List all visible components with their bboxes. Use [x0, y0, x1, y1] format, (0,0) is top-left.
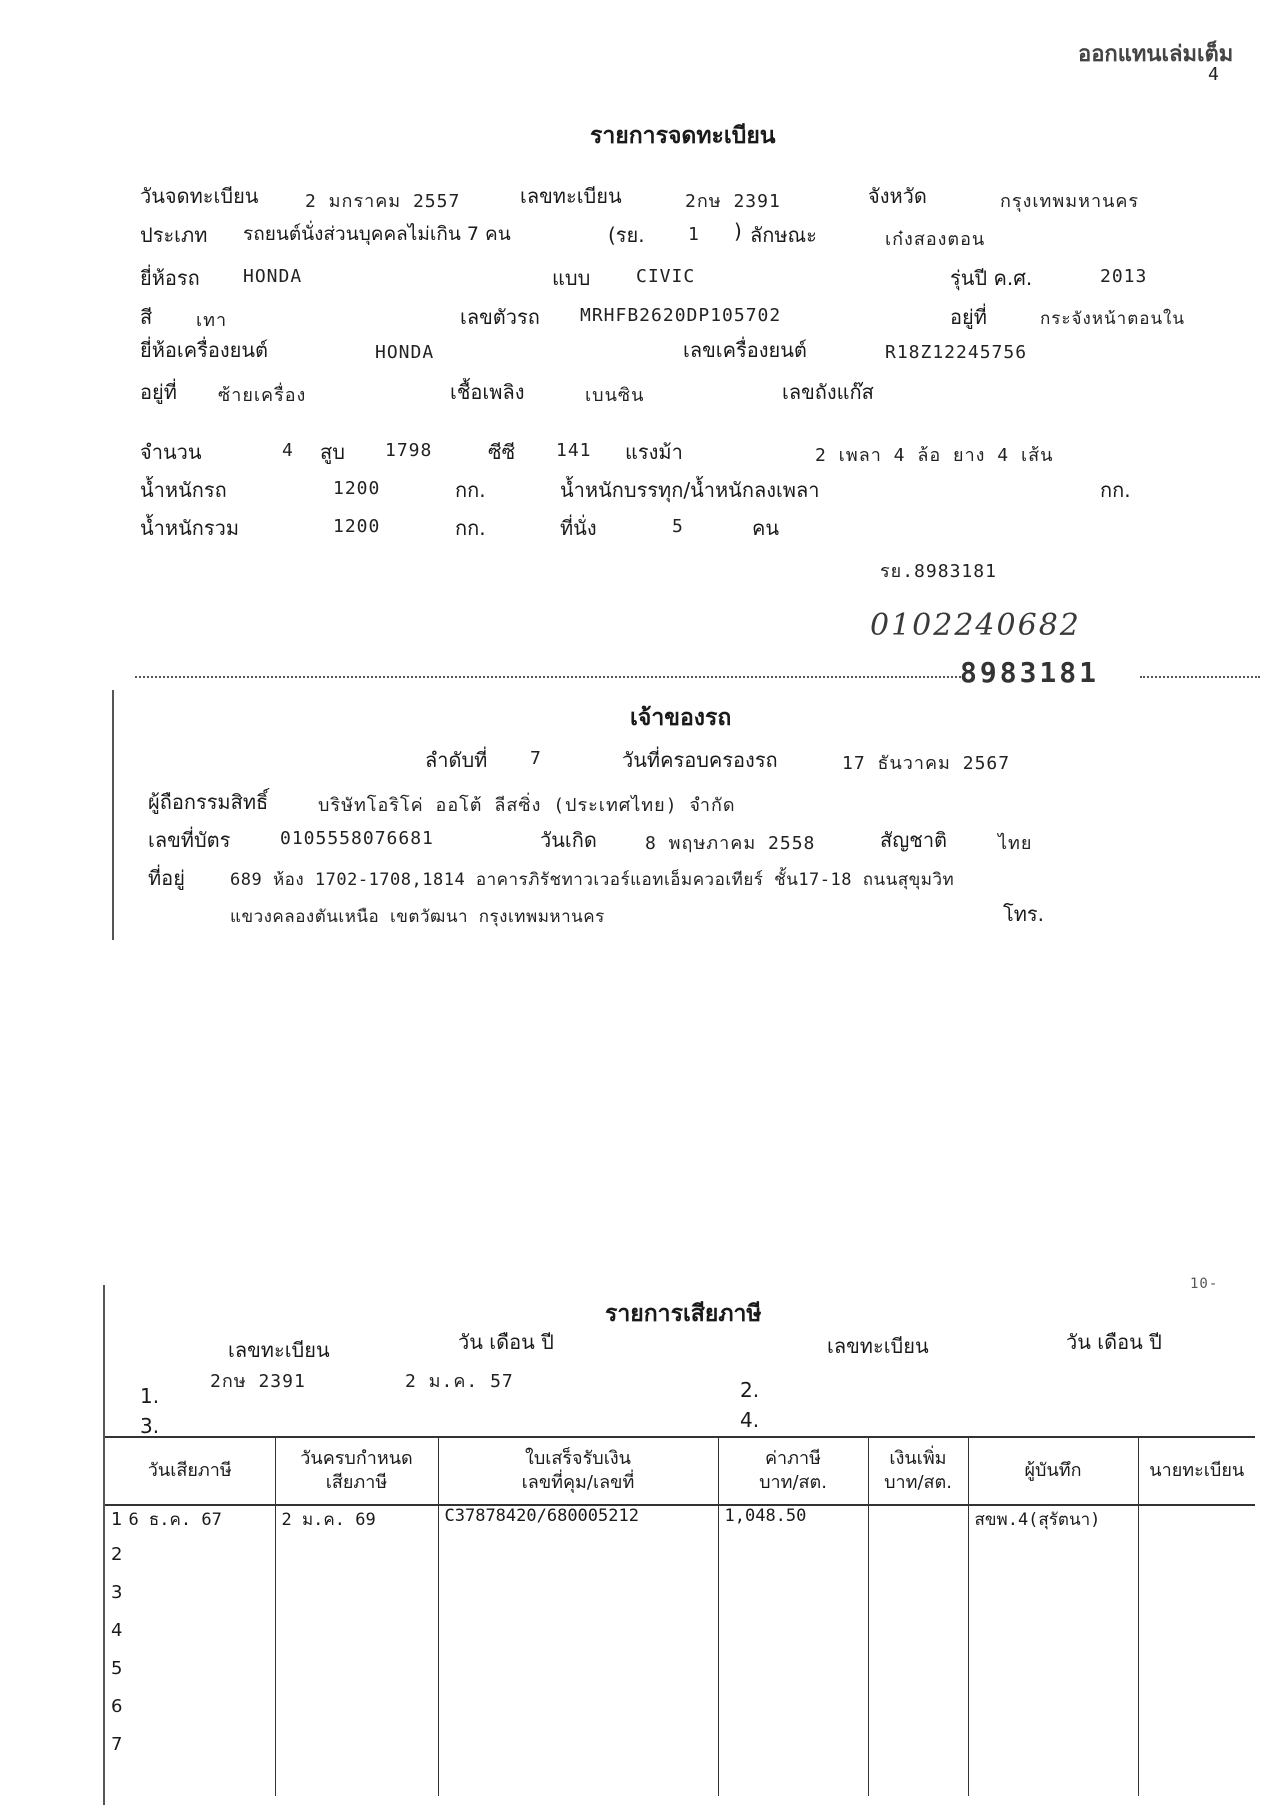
- type-code-open: (รย.: [608, 223, 645, 247]
- registrar-cell: [1138, 1582, 1255, 1620]
- tax-amount-cell: [718, 1658, 868, 1696]
- registrar-cell: [1138, 1734, 1255, 1796]
- due-date-cell: [275, 1658, 438, 1696]
- weight: 1200: [333, 478, 381, 499]
- registrar-cell: [1138, 1658, 1255, 1696]
- engine-number-label: เลขเครื่องยนต์: [683, 338, 807, 362]
- vehicle-style: เก๋งสองตอน: [885, 229, 986, 250]
- province: กรุงเทพมหานคร: [1000, 191, 1140, 212]
- tax-amount-cell: [718, 1734, 868, 1796]
- receipt-cell: [438, 1658, 718, 1696]
- possession-date: 17 ธันวาคม 2567: [842, 753, 1011, 774]
- stamp-number: 8983181: [960, 656, 1100, 689]
- seats-label: ที่นั่ง: [560, 516, 597, 540]
- province-label: จังหวัด: [868, 184, 927, 208]
- cylinders-unit: สูบ: [320, 440, 345, 464]
- paid-date-cell: 3: [111, 1582, 123, 1603]
- phone-label: โทร.: [1003, 902, 1045, 926]
- table-row: [105, 1658, 1255, 1696]
- due-date-cell: [275, 1696, 438, 1734]
- color-label: สี: [140, 305, 153, 329]
- due-date-cell: [275, 1582, 438, 1620]
- surcharge-cell: [868, 1544, 968, 1582]
- engine-location-label: อยู่ที่: [140, 380, 177, 404]
- engine-brand-label: ยี่ห้อเครื่องยนต์: [140, 338, 269, 362]
- table-row: [105, 1734, 1255, 1796]
- recorder-cell: [968, 1582, 1138, 1620]
- axles-wheels: 2 เพลา 4 ล้อ ยาง 4 เส้น: [815, 445, 1054, 466]
- horsepower: 141: [556, 440, 592, 461]
- model: CIVIC: [636, 266, 696, 287]
- fuel: เบนซิน: [585, 385, 645, 406]
- gross-weight-label: น้ำหนักรวม: [140, 516, 240, 540]
- reg-date-label: วันจดทะเบียน: [140, 184, 259, 208]
- engine-location: ซ้ายเครื่อง: [218, 385, 307, 406]
- paid-date-cell: 2: [111, 1544, 123, 1565]
- recorder-cell: [968, 1544, 1138, 1582]
- displacement: 1798: [385, 440, 433, 461]
- surcharge-cell: [868, 1620, 968, 1658]
- due-date-cell: 2 ม.ค. 69: [275, 1505, 438, 1544]
- address-label: ที่อยู่: [148, 866, 185, 890]
- vin: MRHFB2620DP105702: [580, 305, 782, 326]
- id-number: 0105558076681: [280, 828, 434, 849]
- tax-amount-cell: 1,048.50: [718, 1505, 868, 1544]
- tax-payment-table: [105, 1436, 1255, 1796]
- tax-slot-1: 1.: [140, 1384, 160, 1408]
- vin-location: กระจังหน้าตอนใน: [1040, 309, 1185, 329]
- owner-seq: 7: [530, 748, 542, 769]
- tax-table-header: [105, 1437, 1255, 1505]
- engine-number: R18Z12245756: [885, 342, 1028, 363]
- type-code: 1: [688, 224, 700, 245]
- model-year: 2013: [1100, 266, 1148, 287]
- plate-number: 2กษ 2391: [685, 191, 781, 212]
- recorder-cell: [968, 1620, 1138, 1658]
- section-divider-right: [1140, 676, 1260, 678]
- address-line-1: 689 ห้อง 1702-1708,1814 อาคารภิรัชทาวเวอร์แอทเอ็มควอเทียร์ ชั้น17-18 ถนนสุขุมวิท: [230, 870, 955, 890]
- load-unit: กก.: [1100, 478, 1131, 502]
- surcharge-cell: [868, 1734, 968, 1796]
- col-surcharge: เงินเพิ่ม บาท/สต.: [868, 1437, 968, 1505]
- registrar-cell: [1138, 1696, 1255, 1734]
- receipt-cell: [438, 1734, 718, 1796]
- due-date-cell: [275, 1544, 438, 1582]
- tax-date-header-right: วัน เดือน ปี: [1066, 1330, 1162, 1354]
- receipt-cell: [438, 1696, 718, 1734]
- tax-amount-cell: [718, 1544, 868, 1582]
- col-recorder: ผู้บันทึก: [968, 1437, 1138, 1505]
- corner-note: ออกแทนเล่มเต็ม: [1078, 42, 1234, 67]
- type-label: ประเภท: [140, 223, 208, 247]
- receipt-cell: [438, 1582, 718, 1620]
- table-row: [105, 1544, 1255, 1582]
- paid-date-cell: 6: [111, 1696, 123, 1717]
- vin-label: เลขตัวรถ: [460, 305, 540, 329]
- table-row: [105, 1582, 1255, 1620]
- tax-amount-cell: [718, 1582, 868, 1620]
- vehicle-type: รถยนต์นั่งส่วนบุคคลไม่เกิน 7 คน: [243, 223, 511, 245]
- nationality: ไทย: [998, 833, 1033, 854]
- vin-location-label: อยู่ที่: [950, 305, 987, 329]
- registration-title: รายการจดทะเบียน: [590, 123, 776, 149]
- tax-slot-3: 3.: [140, 1414, 160, 1438]
- vehicle-color: เทา: [196, 310, 228, 331]
- style-label: ลักษณะ: [750, 223, 817, 247]
- receipt-cell: [438, 1620, 718, 1658]
- weight-unit: กก.: [455, 478, 486, 502]
- registration-ref-code: รย.8983181: [880, 561, 997, 582]
- holder-name: บริษัทโอริโค่ ออโต้ ลีสซิ่ง (ประเทศไทย) จำกัด: [318, 795, 736, 816]
- nationality-label: สัญชาติ: [880, 828, 948, 852]
- birth-date: 8 พฤษภาคม 2558: [645, 833, 816, 854]
- holder-label: ผู้ถือกรรมสิทธิ์: [148, 790, 269, 814]
- engine-brand: HONDA: [375, 342, 435, 363]
- cylinders-label: จำนวน: [140, 440, 202, 464]
- col-receipt: ใบเสร็จรับเงิน เลขที่คุม/เลขที่: [438, 1437, 718, 1505]
- table-row: [105, 1505, 1255, 1544]
- model-label: แบบ: [552, 266, 591, 290]
- load-label: น้ำหนักบรรทุก/น้ำหนักลงเพลา: [560, 478, 820, 502]
- col-due-date: วันครบกำหนด เสียภาษี: [275, 1437, 438, 1505]
- surcharge-cell: [868, 1582, 968, 1620]
- recorder-cell: สขพ.4(สุรัตนา): [968, 1505, 1138, 1544]
- surcharge-cell: [868, 1505, 968, 1544]
- year-label: รุ่นปี ค.ศ.: [950, 266, 1033, 290]
- gross-weight-unit: กก.: [455, 516, 486, 540]
- type-code-close: ): [734, 219, 742, 243]
- tax-amount-cell: [718, 1620, 868, 1658]
- recorder-cell: [968, 1734, 1138, 1796]
- tax-slot-2: 2.: [740, 1378, 760, 1402]
- owner-seq-label: ลำดับที่: [425, 748, 488, 772]
- receipt-cell: C37878420/680005212: [438, 1505, 718, 1544]
- tax-date-header-left: วัน เดือน ปี: [458, 1330, 554, 1354]
- displacement-unit: ซีซี: [488, 440, 516, 464]
- tax-row1-plate: 2กษ 2391: [210, 1371, 306, 1392]
- registrar-cell: [1138, 1505, 1255, 1544]
- surcharge-cell: [868, 1696, 968, 1734]
- owner-left-rule: [112, 690, 114, 940]
- paid-date-cell: 1 6 ธ.ค. 67: [111, 1509, 222, 1530]
- paid-date-cell: 4: [111, 1620, 123, 1641]
- col-paid-date: วันเสียภาษี: [105, 1437, 275, 1505]
- paid-date-cell: 7: [111, 1734, 123, 1755]
- possession-date-label: วันที่ครอบครองรถ: [622, 748, 778, 772]
- tax-corner-mark: 10-: [1190, 1276, 1219, 1292]
- section-divider: [135, 676, 965, 678]
- birth-label: วันเกิด: [540, 828, 597, 852]
- col-registrar: นายทะเบียน: [1138, 1437, 1255, 1505]
- gas-tank-label: เลขถังแก๊ส: [782, 380, 874, 404]
- tax-row1-date: 2 ม.ค. 57: [405, 1371, 514, 1392]
- table-row: [105, 1696, 1255, 1734]
- fuel-label: เชื้อเพลิง: [450, 380, 525, 404]
- surcharge-cell: [868, 1658, 968, 1696]
- address-line-2: แขวงคลองตันเหนือ เขตวัฒนา กรุงเทพมหานคร: [230, 907, 605, 927]
- recorder-cell: [968, 1696, 1138, 1734]
- handwritten-number: 0102240682: [870, 608, 1081, 643]
- tax-title: รายการเสียภาษี: [605, 1301, 762, 1327]
- receipt-cell: [438, 1544, 718, 1582]
- seats: 5: [672, 516, 684, 537]
- id-label: เลขที่บัตร: [148, 828, 231, 852]
- owner-title: เจ้าของรถ: [630, 705, 732, 731]
- brand-label: ยี่ห้อรถ: [140, 266, 200, 290]
- tax-slot-4: 4.: [740, 1408, 760, 1432]
- cylinders: 4: [282, 440, 294, 461]
- tax-amount-cell: [718, 1696, 868, 1734]
- tax-reg-header-right: เลขทะเบียน: [827, 1334, 929, 1358]
- col-tax-amount: ค่าภาษี บาท/สต.: [718, 1437, 868, 1505]
- brand: HONDA: [243, 266, 303, 287]
- plate-label: เลขทะเบียน: [520, 184, 622, 208]
- registrar-cell: [1138, 1544, 1255, 1582]
- due-date-cell: [275, 1620, 438, 1658]
- page-number: 4: [1208, 64, 1220, 85]
- due-date-cell: [275, 1734, 438, 1796]
- weight-label: น้ำหนักรถ: [140, 478, 227, 502]
- recorder-cell: [968, 1658, 1138, 1696]
- registrar-cell: [1138, 1620, 1255, 1658]
- paid-date-cell: 5: [111, 1658, 123, 1679]
- gross-weight: 1200: [333, 516, 381, 537]
- tax-reg-header-left: เลขทะเบียน: [228, 1338, 330, 1362]
- table-row: [105, 1620, 1255, 1658]
- seats-unit: คน: [752, 516, 780, 540]
- reg-date: 2 มกราคม 2557: [305, 191, 461, 212]
- horsepower-unit: แรงม้า: [625, 440, 683, 464]
